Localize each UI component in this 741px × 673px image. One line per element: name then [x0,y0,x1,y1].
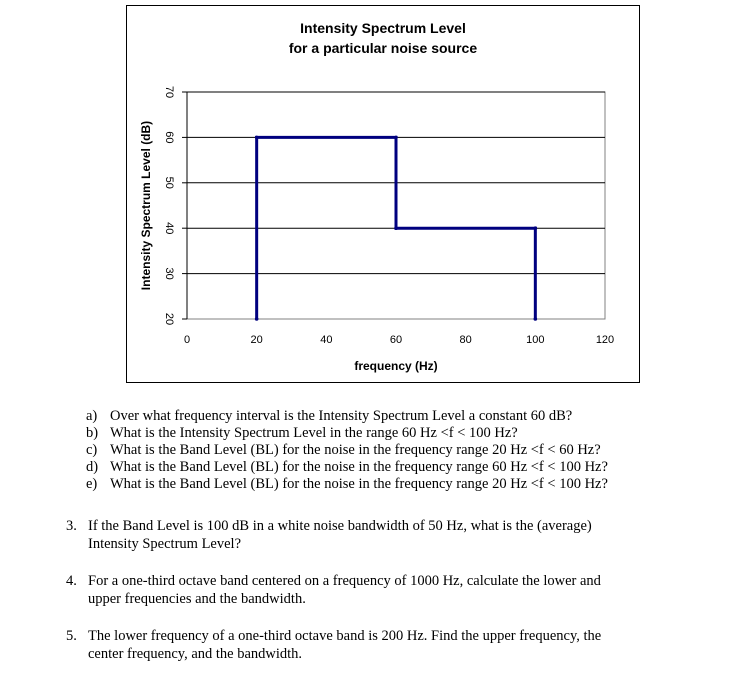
y-axis-label: Intensity Spectrum Level (dB) [139,120,153,291]
x-tick-label: 40 [320,334,333,346]
subpart-label: a) [86,408,98,424]
subpart-label: b) [86,425,99,441]
question-line: For a one-third octave band centered on a frequency of 1000 Hz, calculate the lower and [88,573,601,589]
question-number: 5. [66,628,77,644]
subpart-label: d) [86,459,99,475]
subpart-d [86,459,608,476]
x-axis-label: frequency (Hz) [354,359,438,373]
subpart-text: What is the Intensity Spectrum Level in the range 60 Hz <f < 100 Hz? [110,425,518,441]
subpart-a [86,408,572,425]
question-line: upper frequencies and the bandwidth. [88,591,306,607]
subpart-text: Over what frequency interval is the Intensity Spectrum Level a constant 60 dB? [110,408,573,424]
series-point [534,317,538,321]
y-tick-label: 40 [163,222,175,235]
subpart-label: c) [86,442,98,458]
subpart-b [86,425,518,442]
series-point [534,226,538,230]
subpart-label: e) [86,476,98,492]
x-tick-label: 120 [595,334,615,346]
x-tick-label: 0 [183,334,191,346]
question-line: If the Band Level is 100 dB in a white noise bandwidth of 50 Hz, what is the (average) [88,518,592,534]
chart-frame [126,5,640,383]
question-line: Intensity Spectrum Level? [88,536,242,552]
question-line: center frequency, and the bandwidth. [88,646,303,662]
series-point [255,136,259,140]
subpart-text: What is the Band Level (BL) for the noise in the frequency range 20 Hz <f < 100 Hz? [110,476,608,492]
x-tick-label: 100 [526,334,545,346]
y-tick-label: 50 [163,176,175,189]
chart-subtitle: for a particular noise source [288,40,478,56]
subpart-text: What is the Band Level (BL) for the noise in the frequency range 20 Hz <f < 60 Hz? [110,442,601,458]
subpart-c [86,442,601,459]
y-tick-label: 60 [163,131,175,144]
y-tick-label: 30 [163,267,175,280]
x-tick-label: 60 [389,334,403,346]
subpart-text: What is the Band Level (BL) for the noise in the frequency range 60 Hz <f < 100 Hz? [110,459,608,475]
series-point [394,136,398,140]
question-line: The lower frequency of a one-third octave band is 200 Hz. Find the upper frequency, the [88,628,602,644]
chart-title: Intensity Spectrum Level [300,20,466,36]
x-tick-label: 80 [459,334,472,346]
series-point [255,317,259,321]
question-number: 4. [66,573,77,589]
series-point [394,226,398,230]
question-number: 3. [66,518,77,534]
y-tick-label: 20 [163,312,175,326]
subpart-e [86,476,608,493]
intensity-spectrum-chart [127,6,639,382]
x-tick-label: 20 [250,334,263,346]
y-tick-label: 70 [163,85,175,99]
